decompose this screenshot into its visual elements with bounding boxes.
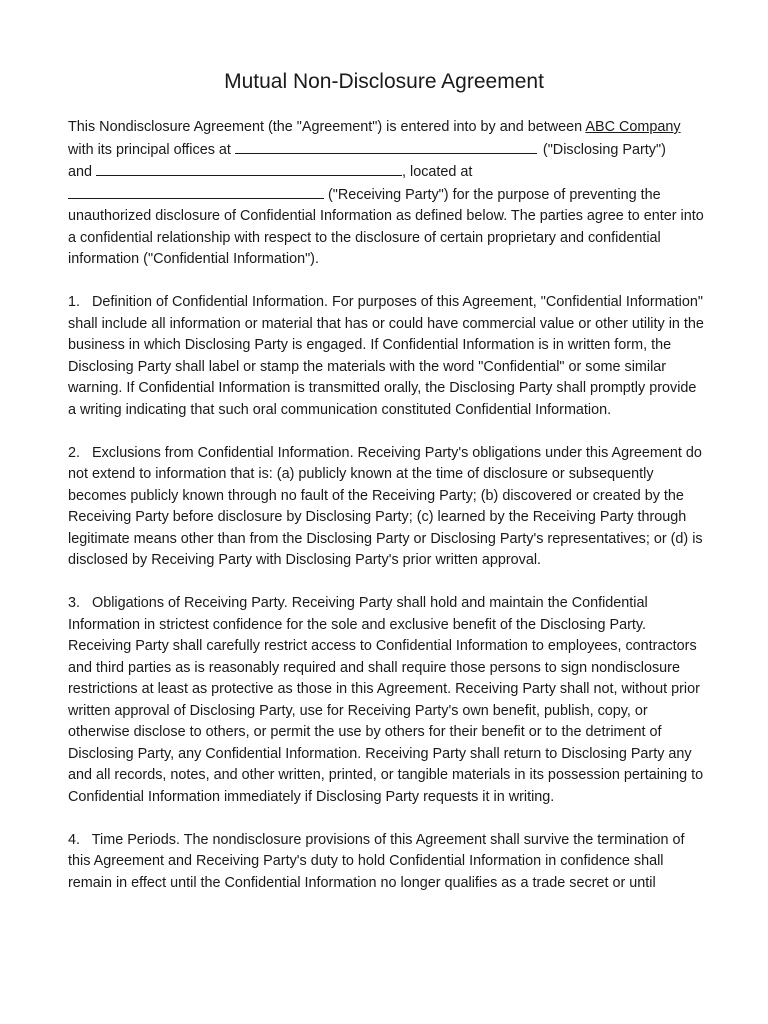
section-number: 4.	[68, 831, 81, 848]
intro-paragraph	[68, 117, 708, 271]
intro-text-and: and	[68, 164, 97, 180]
section-text: Exclusions from Confidential Information. Receiving Party's obligations under this Agreement do not extend to information that is: (a) publicly known at the time of disclosure or subsequently becomes publicly known through no fault of the Receiving Party; (b) discovered or created by the Receiving Party before disclosure by Disclosing Party; (c) learned by the Receiving Party through legitimate means other than from the Disclosing Party or Disclosing Party's representatives; or (d) is disclosed by Receiving Party with Disclosing Party's prior written approval.	[68, 444, 703, 568]
section-number: 3.	[68, 595, 81, 611]
receiving-party-name-blank	[96, 161, 402, 176]
principal-office-blank	[235, 139, 537, 154]
receiving-party-address-blank	[68, 184, 324, 199]
section-1	[68, 292, 708, 421]
section-3	[68, 593, 708, 808]
section-text: Time Periods. The nondisclosure provisions of this Agreement shall survive the termination of this Agreement and Receiving Party's duty to hold Confidential Information in confidence shall remain in effect until the Confidential Information no longer qualifies as a trade secret or until	[68, 831, 685, 891]
company-name: ABC Company	[585, 119, 681, 135]
section-2	[68, 443, 708, 572]
intro-text-located: , located at	[402, 164, 473, 180]
section-text: Obligations of Receiving Party. Receiving Party shall hold and maintain the Confidential Information in strictest confidence for the sole and exclusive benefit of the Disclosing Party. Receiving Party shall carefully restrict access to Confidential Information to employees, contractors and third parties as is reasonably required and shall require those persons to sign nondisclosure restrictions at least as protective as those in this Agreement. Receiving Party shall not, without prior written approval of Disclosing Party, use for Receiving Party's own benefit, publish, copy, or otherwise disclose to others, or permit the use by others for their benefit or to the detriment of Disclosing Party, any Confidential Information. Receiving Party shall return to Disclosing Party any and all records, notes, and other written, printed, or tangible materials in its possession pertaining to Confidential Information immediately if Disclosing Party requests it in writing.	[68, 595, 704, 805]
intro-text-2: with its principal offices at	[68, 141, 235, 158]
disclosing-party-label: ("Disclosing Party")	[542, 141, 666, 158]
section-text: Definition of Confidential Information. For purposes of this Agreement, "Confidential Information" shall include all information or material that has or could have commercial value or other utility in the business in which Disclosing Party is engaged. If Confidential Information is in written form, the Disclosing Party shall label or stamp the materials with the word "Confidential" or some similar warning. If Confidential Information is transmitted orally, the Disclosing Party shall promptly provide a writing indicating that such oral communication constituted Confidential Information.	[68, 294, 704, 418]
intro-text-3: ("Receiving Party") for the purpose of preventing the unauthorized disclosure of Confidential Information as defined below. The parties agree to enter into a confidential relationship with respect to the disclosure of certain proprietary and confidential information ("Confidential Information").	[68, 186, 704, 267]
document-body	[68, 117, 708, 916]
page-title: Mutual Non-Disclosure Agreement	[224, 70, 544, 93]
intro-text-1: This Nondisclosure Agreement (the "Agreement") is entered into by and between	[68, 119, 586, 135]
section-number: 1.	[68, 294, 81, 310]
section-number: 2.	[68, 444, 81, 461]
section-4	[68, 830, 708, 895]
